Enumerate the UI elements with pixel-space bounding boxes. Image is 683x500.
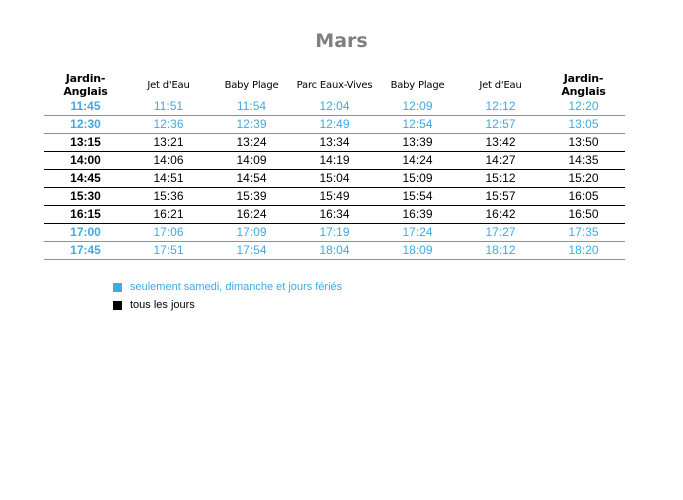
table-row (44, 188, 625, 206)
time-cell: 16:05 (542, 188, 625, 206)
time-cell: 14:09 (210, 152, 293, 170)
table-row (44, 206, 625, 224)
time-cell: 13:34 (293, 134, 376, 152)
time-cell: 15:36 (127, 188, 210, 206)
page-title: Mars (315, 30, 368, 52)
time-cell: 16:21 (127, 206, 210, 224)
time-cell: 16:24 (210, 206, 293, 224)
header-stop: Jardin-Anglais (561, 72, 606, 98)
time-cell: 17:09 (210, 224, 293, 242)
header-stop: Jardin-Anglais (63, 72, 108, 98)
time-cell: 17:35 (542, 224, 625, 242)
timetable-body (44, 98, 625, 260)
time-cell: 12:36 (127, 116, 210, 134)
time-cell: 11:51 (127, 98, 210, 116)
time-cell: 16:39 (376, 206, 459, 224)
time-cell: 15:39 (210, 188, 293, 206)
time-cell: 14:19 (293, 152, 376, 170)
time-cell: 12:09 (376, 98, 459, 116)
time-cell: 14:54 (210, 170, 293, 188)
legend-weekend-swatch (113, 283, 122, 292)
time-cell: 12:57 (459, 116, 542, 134)
header-stop: Baby Plage (390, 79, 445, 91)
time-cell: 15:54 (376, 188, 459, 206)
time-cell: 18:09 (376, 242, 459, 260)
legend-daily-swatch (113, 301, 122, 310)
time-cell: 17:54 (210, 242, 293, 260)
table-row (44, 98, 625, 116)
time-cell: 14:51 (127, 170, 210, 188)
header-row (44, 72, 625, 98)
time-cell: 15:04 (293, 170, 376, 188)
time-cell: 18:04 (293, 242, 376, 260)
header-stop: Jet d'Eau (147, 79, 190, 91)
time-cell: 14:24 (376, 152, 459, 170)
header-stop: Baby Plage (224, 79, 279, 91)
time-cell: 13:21 (127, 134, 210, 152)
time-cell: 12:30 (44, 116, 127, 134)
time-cell: 14:27 (459, 152, 542, 170)
time-cell: 18:12 (459, 242, 542, 260)
time-cell: 11:54 (210, 98, 293, 116)
legend-weekend-label: seulement samedi, dimanche et jours fériés (130, 281, 343, 293)
table-row (44, 116, 625, 134)
legend-daily (113, 299, 195, 311)
time-cell: 17:06 (127, 224, 210, 242)
time-cell: 16:34 (293, 206, 376, 224)
time-cell: 14:35 (542, 152, 625, 170)
time-cell: 16:42 (459, 206, 542, 224)
table-row (44, 242, 625, 260)
time-cell: 13:24 (210, 134, 293, 152)
timetable (44, 72, 625, 260)
time-cell: 13:05 (542, 116, 625, 134)
legend-daily-label: tous les jours (130, 299, 195, 311)
time-cell: 17:00 (44, 224, 127, 242)
time-cell: 12:04 (293, 98, 376, 116)
table-row (44, 224, 625, 242)
time-cell: 15:20 (542, 170, 625, 188)
time-cell: 17:24 (376, 224, 459, 242)
time-cell: 18:20 (542, 242, 625, 260)
header-stop: Jet d'Eau (479, 79, 522, 91)
time-cell: 15:09 (376, 170, 459, 188)
time-cell: 12:12 (459, 98, 542, 116)
time-cell: 12:49 (293, 116, 376, 134)
time-cell: 14:45 (44, 170, 127, 188)
table-row (44, 152, 625, 170)
time-cell: 12:20 (542, 98, 625, 116)
time-cell: 15:12 (459, 170, 542, 188)
time-cell: 13:15 (44, 134, 127, 152)
legend-weekend (113, 281, 342, 293)
time-cell: 16:15 (44, 206, 127, 224)
time-cell: 15:57 (459, 188, 542, 206)
time-cell: 12:39 (210, 116, 293, 134)
time-cell: 16:50 (542, 206, 625, 224)
time-cell: 13:42 (459, 134, 542, 152)
time-cell: 15:49 (293, 188, 376, 206)
time-cell: 17:27 (459, 224, 542, 242)
time-cell: 13:50 (542, 134, 625, 152)
time-cell: 17:51 (127, 242, 210, 260)
time-cell: 13:39 (376, 134, 459, 152)
table-row (44, 134, 625, 152)
time-cell: 17:19 (293, 224, 376, 242)
time-cell: 12:54 (376, 116, 459, 134)
time-cell: 15:30 (44, 188, 127, 206)
header-stop: Parc Eaux-Vives (296, 79, 373, 91)
time-cell: 11:45 (44, 98, 127, 116)
table-row (44, 170, 625, 188)
time-cell: 17:45 (44, 242, 127, 260)
time-cell: 14:06 (127, 152, 210, 170)
time-cell: 14:00 (44, 152, 127, 170)
